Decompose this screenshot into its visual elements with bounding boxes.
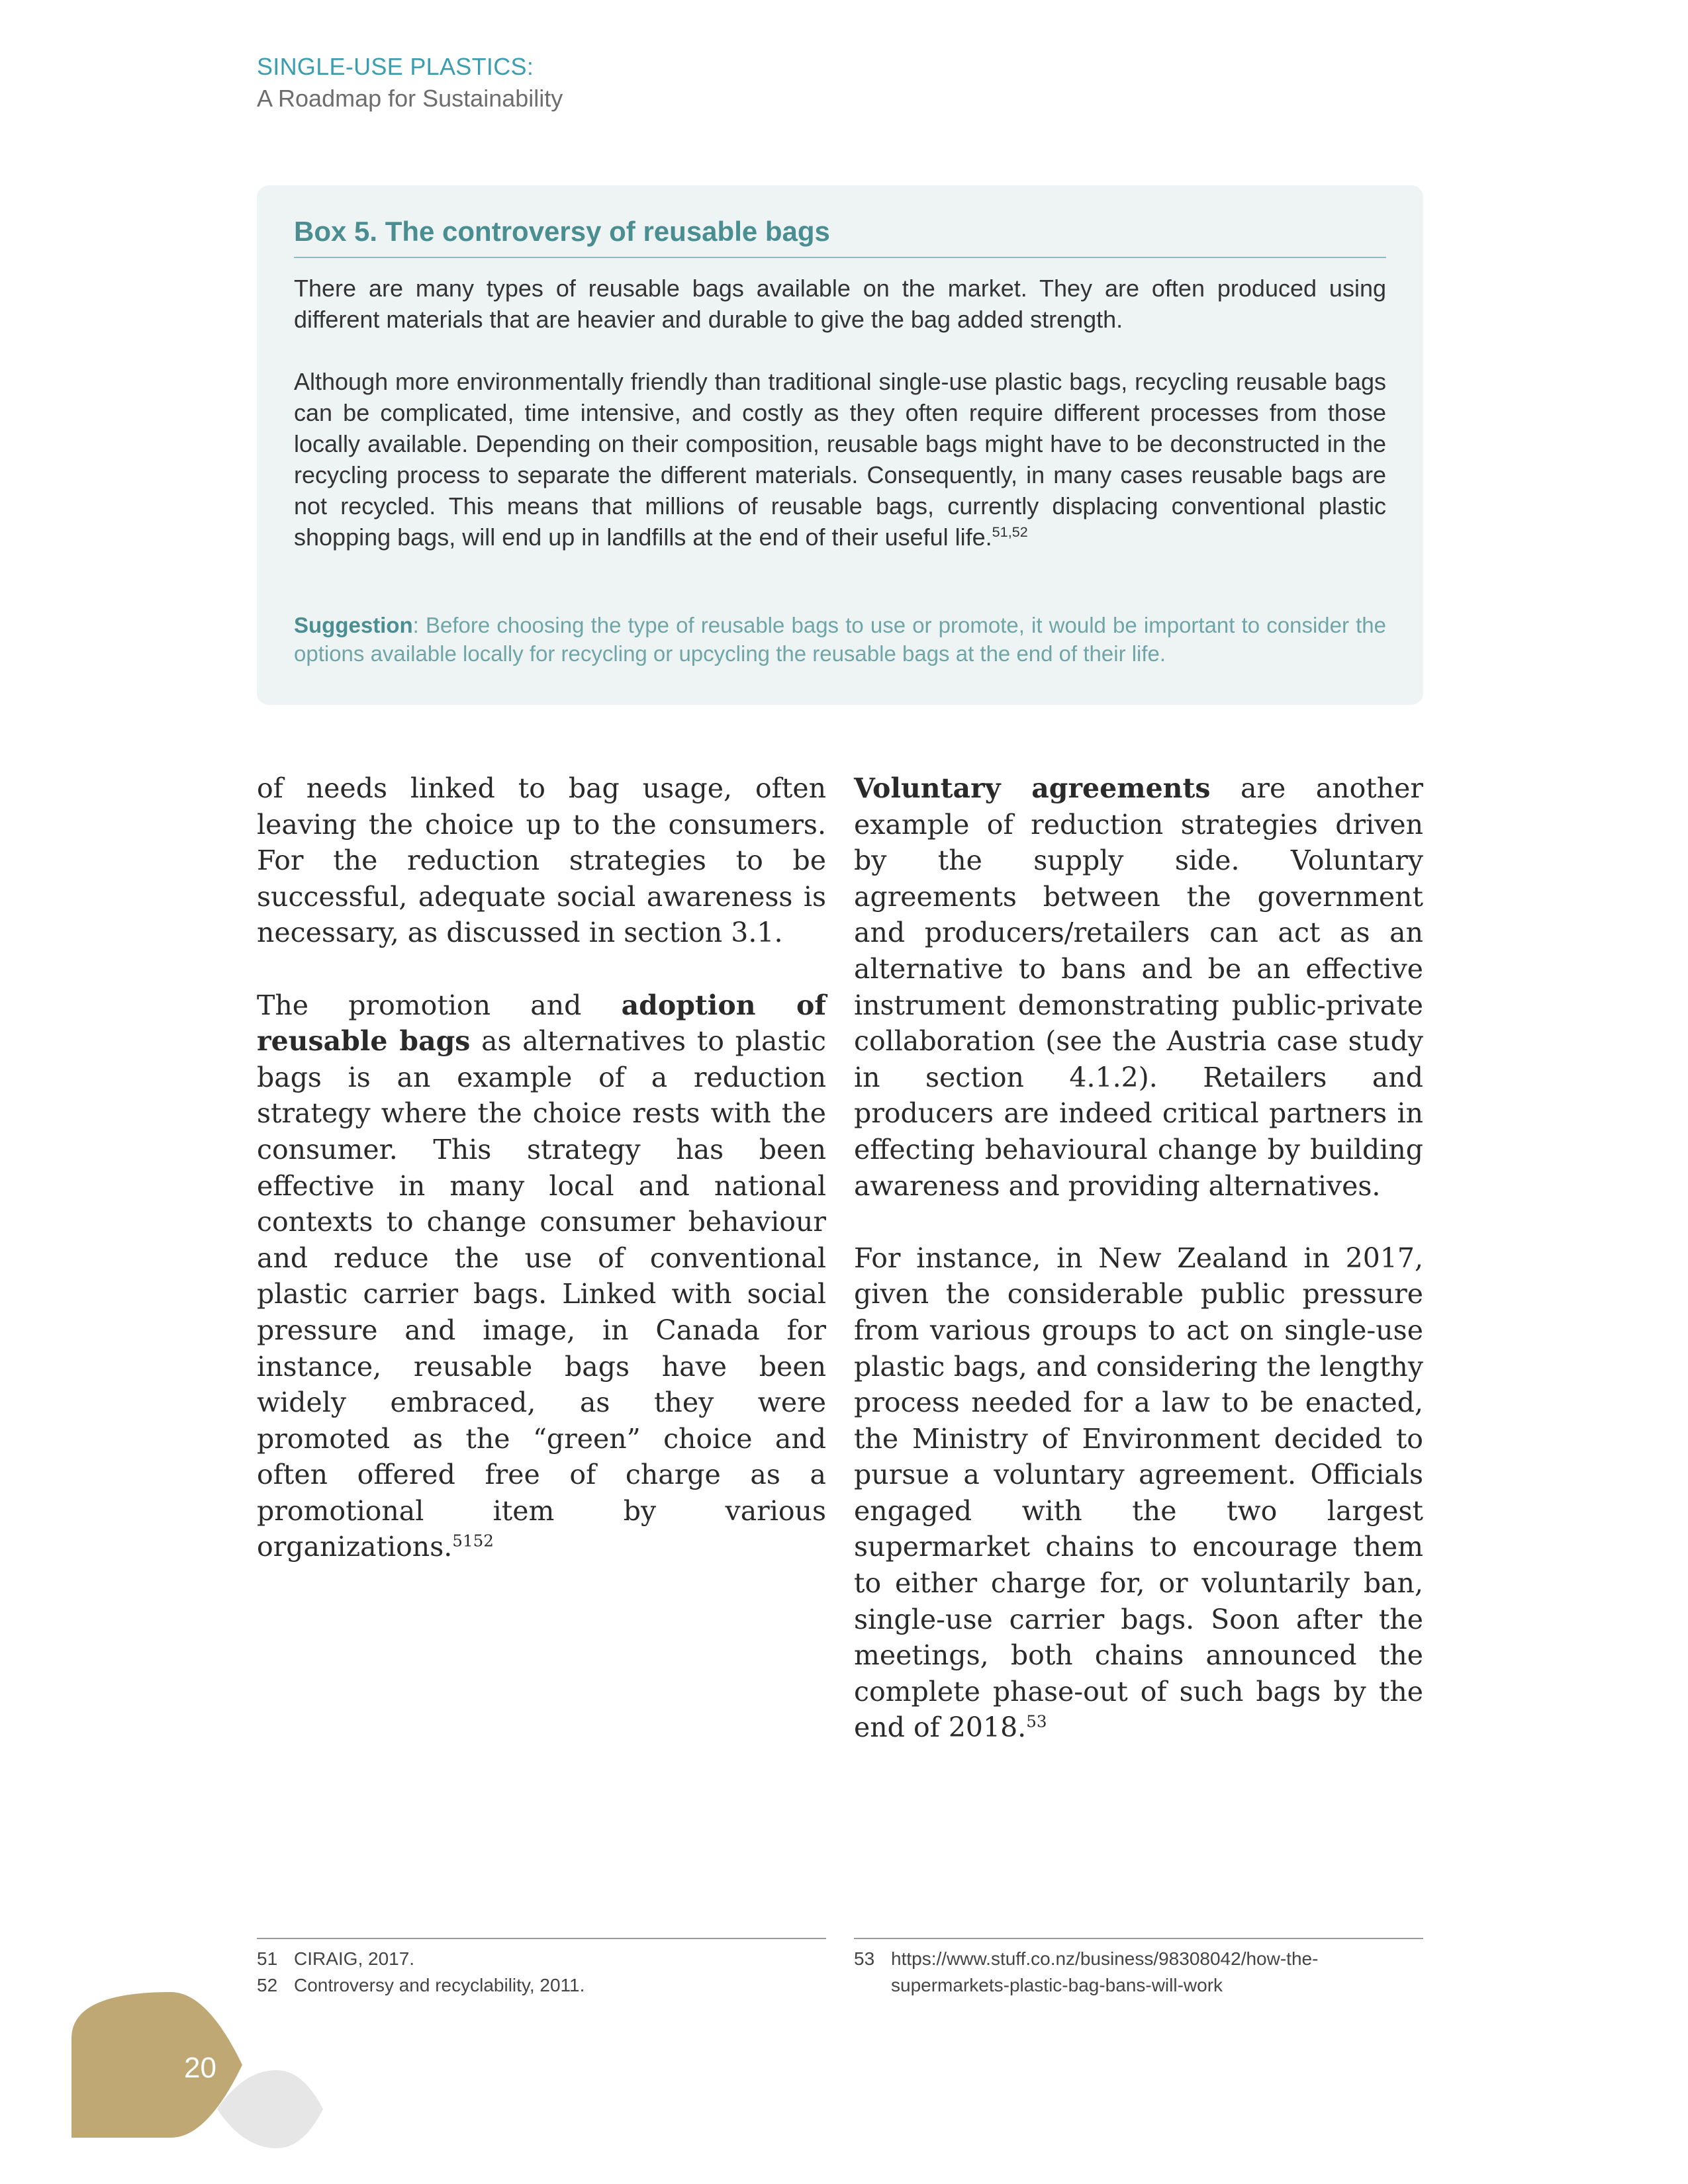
footnote-number: 52 (257, 1975, 278, 1995)
header-title: SINGLE-USE PLASTICS: (257, 53, 534, 80)
box-suggestion (294, 611, 1386, 668)
box-paragraph-2 (294, 366, 1386, 553)
left-paragraph-2 (257, 987, 826, 1566)
page-number: 20 (184, 2052, 216, 2084)
suggestion-text: : Before choosing the type of reusable bags to use or promote, it would be important to consider the options available locally for recycling or upcycling the reusable bags at the end of their life. (294, 613, 1386, 666)
box-paragraph-2-text: Although more environmentally friendly than traditional single-use plastic bags, recycling reusable bags can be complicated, time intensive, and costly as they often require different processes from those locally available. Depending on their composition, reusable bags might have to be deconstructed in the recycling process to separate the different materials. Consequently, in many cases reusable bags are not recycled. This means that millions of reusable bags, currently displacing conventional plastic shopping bags, will end up in landfills at the end of their useful life. (294, 368, 1386, 551)
left-p2-start: The promotion and (257, 989, 622, 1021)
left-column (257, 770, 826, 1565)
left-paragraph-1: of needs linked to bag usage, often leaving the choice up to the consumers. For the reduction strategies to be successful, adequate social awareness is necessary, as discussed in section 3.1. (257, 772, 826, 949)
footnote-link-line1[interactable]: https://www.stuff.co.nz/business/98308042/how-the- (891, 1948, 1319, 1969)
right-p1-bold: Voluntary agreements (854, 772, 1211, 804)
footnote-item (257, 1946, 585, 1972)
footnote-number: 51 (257, 1948, 278, 1969)
footnotes-left (257, 1946, 585, 1999)
footnote-rule-right (854, 1938, 1423, 1939)
footnote-link-line2[interactable]: supermarkets-plastic-bag-bans-will-work (891, 1975, 1223, 1995)
right-p2-ref: 53 (1026, 1711, 1047, 1731)
right-paragraph-1 (854, 770, 1423, 1204)
footnote-rule-left (257, 1938, 826, 1939)
suggestion-label: Suggestion (294, 613, 413, 637)
box-divider (294, 257, 1386, 258)
footnote-text: Controversy and recyclability, 2011. (294, 1975, 585, 1995)
footnote-item (257, 1972, 585, 1999)
left-p2-bold: adoption of reusable bags (257, 989, 826, 1058)
box-paragraph-1: There are many types of reusable bags available on the market. They are often produced using different materials that are heavier and durable to give the bag added strength. (294, 275, 1386, 333)
box-5-panel (257, 185, 1423, 705)
left-p2-rest: as alternatives to plastic bags is an example of a reduction strategy where the choice rests with the consumer. This strategy has been effective in many local and national contexts to change consumer behaviour and reduce the use of conventional plastic carrier bags. Linked with social pressure and image, in Canada for instance, reusable bags have been widely embraced, as they were promoted as the “green” choice and often offered free of charge as a promotional item by various organizations. (257, 1025, 826, 1563)
header-subtitle: A Roadmap for Sustainability (257, 85, 563, 112)
footnotes-right (854, 1946, 1357, 1999)
box-title: Box 5. The controversy of reusable bags (294, 216, 830, 247)
right-paragraph-2 (854, 1240, 1423, 1746)
footnote-item (854, 1946, 1357, 1972)
right-p1-rest: are another example of reduction strategies driven by the supply side. Voluntary agreements between the government and producers/retailers can act as an alternative to bans and be an effective instrument demonstrating public-private collaboration (see the Austria case study in section 4.1.2). Retailers and producers are indeed critical partners in effecting behavioural change by building awareness and providing alternatives. (854, 772, 1423, 1202)
box-paragraph-2-ref: 51,52 (992, 523, 1028, 540)
left-p2-ref: 5152 (452, 1531, 494, 1551)
decorative-leaf-icon (217, 2070, 323, 2148)
footnote-text: CIRAIG, 2017. (294, 1948, 415, 1969)
right-column (854, 770, 1423, 1746)
right-p2-text: For instance, in New Zealand in 2017, given the considerable public pressure from various groups to act on single-use plastic bags, and considering the lengthy process needed for a law to be enacted, the Ministry of Environment decided to pursue a voluntary agreement. Officials engaged with the two largest supermarket chains to encourage them to either charge for, or voluntarily ban, single-use carrier bags. Soon after the meetings, both chains announced the complete phase-out of such bags by the end of 2018. (854, 1242, 1423, 1744)
footnote-number: 53 (854, 1948, 875, 1969)
